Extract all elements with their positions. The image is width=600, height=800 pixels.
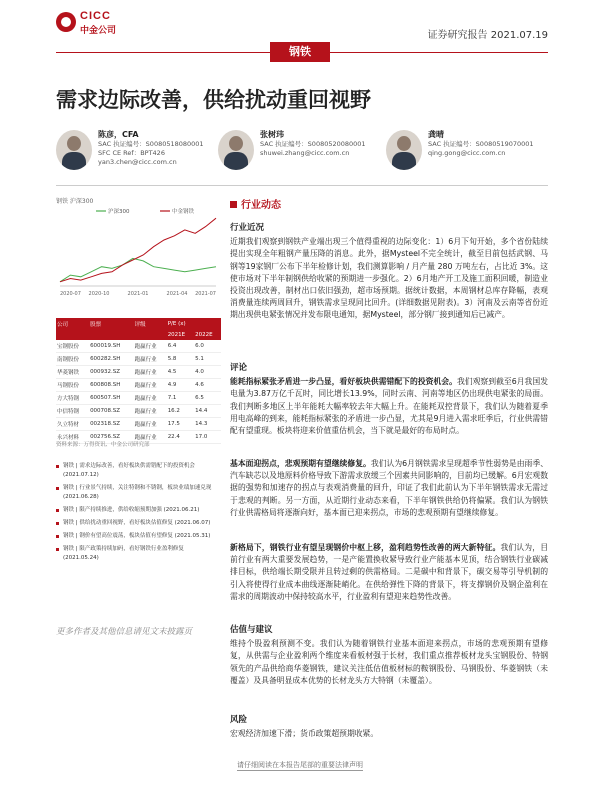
x-tick-label: 2020-07 <box>60 291 81 297</box>
section-title: 行业动态 <box>230 196 281 211</box>
table-header: 股票 <box>89 318 134 330</box>
table-header: 公司 <box>56 318 89 330</box>
paragraph-heading: 估值与建议 <box>230 625 273 635</box>
table-subheader-row <box>56 330 221 340</box>
x-tick-label: 2020-10 <box>88 291 110 297</box>
related-report-link[interactable]: 钢铁 | 需求边际改善，看好板块供需错配下的投资机会 (2021.07.12) <box>56 462 221 480</box>
table-cell: 跑赢行业 <box>134 418 167 431</box>
related-report-link[interactable]: 钢铁 | 钢价有望高位震荡，板块估值有望修复 (2021.05.31) <box>56 532 221 541</box>
related-report-link[interactable]: 钢铁 | 供给扰动重回视野，看好板块估值修复 (2021.06.07) <box>56 519 221 528</box>
analyst-email[interactable]: qing.gong@cicc.com.cn <box>428 149 506 157</box>
paragraph-industry-status <box>230 222 548 322</box>
paragraph-risk <box>230 714 548 740</box>
table-cell: 跑赢行业 <box>134 405 167 418</box>
table-cell: 跑赢行业 <box>134 379 167 392</box>
table-cell: 17.5 <box>167 418 194 431</box>
table-cell: 跑赢行业 <box>134 366 167 379</box>
table-cell: 6.5 <box>194 392 221 405</box>
table-cell: 600507.SH <box>89 392 134 405</box>
table-cell: 南钢股份 <box>56 353 89 366</box>
table-cell: 16.2 <box>167 405 194 418</box>
table-cell: 14.3 <box>194 418 221 431</box>
table-source-note: 资料来源：万得资讯、中金公司研究部 <box>56 442 150 448</box>
analyst-name: 陈彦，CFA <box>98 130 139 139</box>
table-subheader: 2022E <box>194 330 221 340</box>
chart-title: 钢铁 沪深300 <box>56 198 94 205</box>
x-tick-label: 2021-04 <box>166 291 188 297</box>
table-header-row <box>56 318 221 330</box>
cicc-logo <box>56 10 126 40</box>
table-cell: 17.0 <box>194 431 221 444</box>
related-report-link[interactable]: 钢铁 | 限产政策持续加码，看好钢铁行业盈利修复 (2021.05.24) <box>56 545 221 563</box>
table-header: 评级 <box>134 318 167 330</box>
valuation-table <box>56 318 221 444</box>
paragraph-heading: 评论 <box>230 363 248 373</box>
analyst-line: SFC CE Ref：BPT426 <box>98 149 165 157</box>
table-cell: 6.4 <box>167 340 194 353</box>
paragraph-text: 近期我们观察到钢铁产业端出现三个值得重视的边际变化：1）6月下旬开始，多个省份陆续提出实现全年粗钢产量压降的消息。此外，据Mysteel不完全统计，截至目前包括武钢、马钢等19家钢厂公布下半年检修计划，我们测算影响 / 月产量 280 万吨左右，占比近 3%。这使市场对下半年制钢供给收紧的预期进一步强化。2）6月地产开工及施工面积回暖，制造业投资出现改善，制材出口依旧强劲，超市场预期。据统计数据，本周钢材总库存降幅，表观消费量连续两周回升，钢铁需求呈现同比回升。(详细数据见附表)。3）河南及云南等省份近期出现供电紧张情况并发布限电通知，据Mysteel，部分钢厂接到通知后已减产。 <box>230 237 548 320</box>
avatar <box>218 130 254 170</box>
table-cell: 14.4 <box>194 405 221 418</box>
table-cell: 4.5 <box>167 366 194 379</box>
analyst-name: 龚晴 <box>428 130 444 139</box>
table-cell: 4.0 <box>194 366 221 379</box>
more-info-note: 更多作者及其他信息请见文末披露页 <box>56 627 193 637</box>
analyst-name: 张树玮 <box>260 130 284 139</box>
analyst-bar <box>56 126 548 182</box>
table-row <box>56 353 221 366</box>
table-cell: 002756.SZ <box>89 431 134 444</box>
table-cell: 000932.SZ <box>89 366 134 379</box>
sector-tab: 钢铁 <box>270 42 330 62</box>
analyst-line: SAC 执证编号：S0080519070001 <box>428 140 534 148</box>
table-cell: 中信特钢 <box>56 405 89 418</box>
table-cell: 600019.SH <box>89 340 134 353</box>
table-cell: 马钢股份 <box>56 379 89 392</box>
performance-chart <box>56 206 221 300</box>
table-cell: 600282.SH <box>89 353 134 366</box>
table-cell: 华菱钢铁 <box>56 366 89 379</box>
section-divider <box>56 185 548 186</box>
paragraph-text: 我们认为，目前行业有两大重要发展趋势，一是产能置换收紧导致行业产能基本见顶，结合钢铁行业碳减排目标，供给端长期受限并且转过剩的供需格局。二是碳中和背景下，碳交易等引导机制的引入将使得行业成本曲线逐渐陡峭化。在供给弹性下降的背景下，将支撑钢价及钢企盈利在需求的周期波动中保持较高水平，行业盈利有望迎来趋势性改善。 <box>230 543 549 601</box>
table-subheader <box>134 330 167 340</box>
table-cell: 6.0 <box>194 340 221 353</box>
logo-text-cn: 中金公司 <box>80 26 117 36</box>
paragraph-text: 宏观经济加速下滑；货币政策超预期收紧。 <box>230 729 379 739</box>
legend-label: 中金钢铁 <box>172 209 195 215</box>
table-header: P/E (x) <box>167 318 194 330</box>
table-cell: 002318.SZ <box>89 418 134 431</box>
table-row <box>56 366 221 379</box>
paragraph-heading: 行业近况 <box>230 223 265 233</box>
avatar <box>386 130 422 170</box>
table-subheader: 2021E <box>167 330 194 340</box>
paragraph-lead: 基本面迎拐点，悲观预期有望继续修复。 <box>230 459 371 468</box>
table-cell: 跑赢行业 <box>134 353 167 366</box>
table-cell: 5.1 <box>194 353 221 366</box>
table-row <box>56 379 221 392</box>
analyst-line: SAC 执证编号：S0080518080001 <box>98 140 204 148</box>
report-title: 需求边际改善，供给扰动重回视野 <box>56 87 371 112</box>
table-cell: 久立特材 <box>56 418 89 431</box>
paragraph-text: 我们观察到截至6月我国发电量为3.87万亿千瓦时，同比增长13.9%，同时云南、河南等地区仍出现供电紧张的局面。我们判断多地区上半年能耗大幅率较去年大幅上升。在能耗双控背景下，我们认为随着夏季用电高峰的到来，能耗指标紧张的矛盾进一步凸显，尤其是9月进入需求旺季后，行业供需错配有望重现。板块将迎来价值重估机会，当下就是最好的布局时点。 <box>230 377 548 436</box>
table-cell: 跑赢行业 <box>134 340 167 353</box>
paragraph-new-pattern <box>230 542 548 603</box>
paragraph-fundamentals <box>230 458 548 519</box>
table-body <box>56 340 221 444</box>
table-cell: 4.6 <box>194 379 221 392</box>
paragraph-text: 维持个股盈利预测不变。我们认为随着钢铁行业基本面迎来拐点，市场的悲观预期有望修复，从供需与企业盈利两个维度来看板材强于长材，我们重点推荐板材龙头宝钢股份、特钢领先的产品供给商华菱钢铁，建议关注低估值板材标的鞍钢股份、马钢股份、华菱钢铁（未覆盖）及具备明显成本优势的长材龙头方大特钢（未覆盖）。 <box>230 639 548 685</box>
table-row <box>56 340 221 353</box>
table-row <box>56 418 221 431</box>
table-cell: 跑赢行业 <box>134 392 167 405</box>
table-cell: 宝钢股份 <box>56 340 89 353</box>
report-header <box>0 0 600 60</box>
table-cell: 方大特钢 <box>56 392 89 405</box>
table-subheader <box>56 330 89 340</box>
paragraph-valuation <box>230 624 548 687</box>
paragraph-text: 我们认为6月钢铁需求呈现超季节性弱势是由雨季、汽车缺芯以及地原料价格导致下游需求放缓三个因素共同影响的，目前均已缓解。6月宏观数据的强势和加速存的拐点与表观消费量的回升，印证了我们此前认为下半年钢铁需求无需过于悲观的判断。另一方面，从近期行业动态来看，下半年钢铁供给仍将偏紧。我们认为钢铁行业供需格局将逐渐向好，基本面已迎来拐点，市场的悲观预期有望继续修复。 <box>230 459 549 517</box>
related-report-link[interactable]: 钢铁 | 行业景气持续，关注特钢和不锈钢，板块业绩加速兑现 (2021.06.28) <box>56 484 221 502</box>
report-type-date: 证券研究报告 2021.07.19 <box>427 30 548 41</box>
logo-text-en: CICC <box>80 10 111 22</box>
table-cell: 600808.SH <box>89 379 134 392</box>
table-cell: 5.8 <box>167 353 194 366</box>
x-tick-label: 2021-07 <box>195 291 216 297</box>
table-row <box>56 405 221 418</box>
table-cell: 000708.SZ <box>89 405 134 418</box>
table-cell: 22.4 <box>167 431 194 444</box>
footer-disclaimer[interactable] <box>0 760 600 770</box>
analyst-email[interactable]: shuwei.zhang@cicc.com.cn <box>260 149 350 157</box>
table-header <box>194 318 221 330</box>
related-research-list <box>56 462 221 567</box>
table-cell: 永兴材料 <box>56 431 89 444</box>
series-line-0 <box>60 258 216 281</box>
paragraph-lead: 新格局下，钢铁行业有望呈现钢价中枢上移，盈利趋势性改善的两大新特征。 <box>230 543 501 552</box>
series-line-1 <box>60 218 216 282</box>
analyst-email[interactable]: yan3.chen@cicc.com.cn <box>98 158 177 166</box>
x-tick-label: 2021-01 <box>127 291 149 297</box>
table-cell: 4.9 <box>167 379 194 392</box>
footer-text[interactable]: 请仔细阅读在本报告尾部的重要法律声明 <box>237 761 363 769</box>
paragraph-comment <box>230 362 548 437</box>
table-cell: 7.1 <box>167 392 194 405</box>
cicc-logo-mark-icon <box>56 12 76 32</box>
table-cell: 跑赢行业 <box>134 431 167 444</box>
table-row <box>56 392 221 405</box>
avatar <box>56 130 92 170</box>
legend-label: 沪深300 <box>108 209 130 215</box>
paragraph-heading: 风险 <box>230 715 248 725</box>
paragraph-lead: 能耗指标紧张矛盾进一步凸显，看好板块供需错配下的投资机会。 <box>230 377 457 387</box>
table-subheader <box>89 330 134 340</box>
analyst-line: SAC 执证编号：S0080520080001 <box>260 140 366 148</box>
related-report-link[interactable]: 钢铁 | 限产持续推进，供给收缩预期加强 (2021.06.21) <box>56 506 221 515</box>
